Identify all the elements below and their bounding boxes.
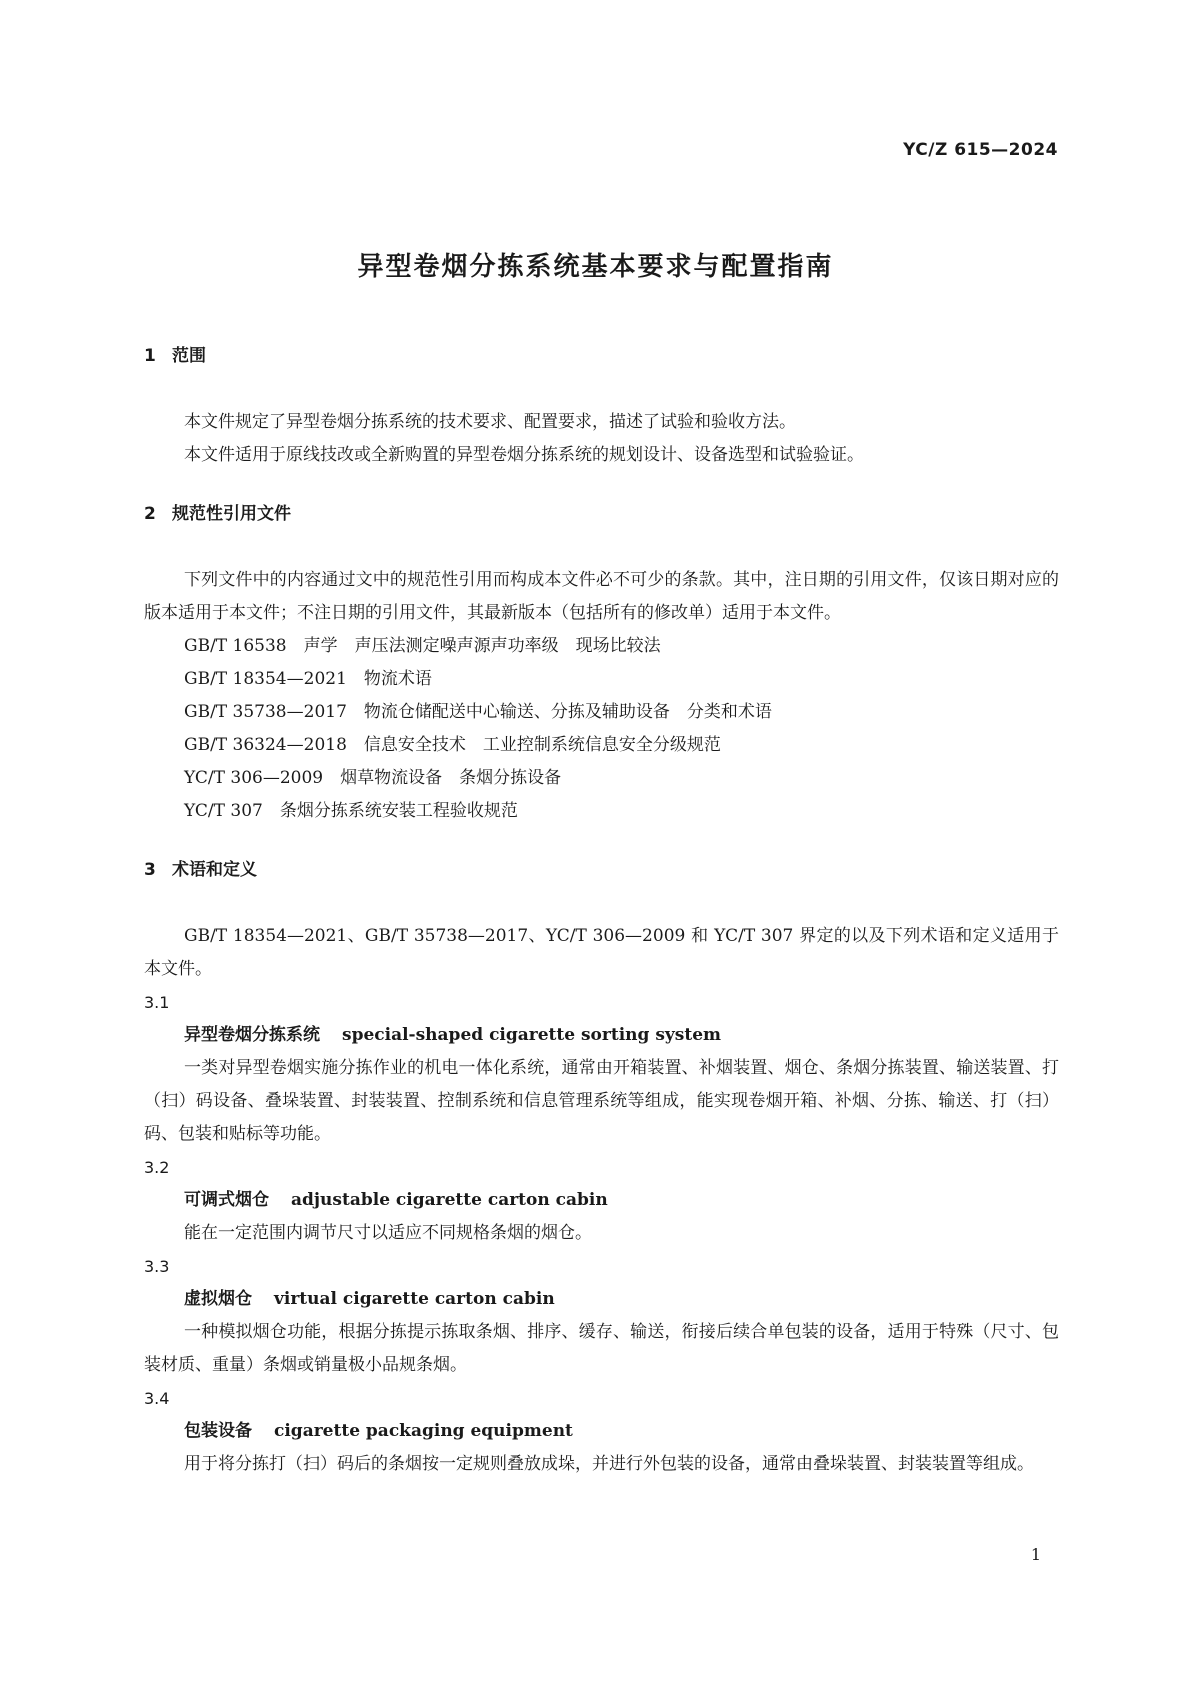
term-chinese: 包装设备	[184, 1421, 252, 1441]
term-number: 3.2	[144, 1158, 170, 1177]
reference-item: GB/T 35738—2017 物流仓储配送中心输送、分拣及辅助设备 分类和术语	[184, 702, 772, 722]
scope-paragraph: 本文件适用于原线技改或全新购置的异型卷烟分拣系统的规划设计、设备选型和试验验证。	[184, 445, 864, 465]
term-number: 3.4	[144, 1389, 170, 1408]
page-number: 1	[1030, 1545, 1041, 1564]
term-title	[144, 1019, 1059, 1052]
reference-item: YC/T 307 条烟分拣系统安装工程验收规范	[184, 801, 518, 821]
term-title	[144, 1415, 1059, 1448]
term-english: adjustable cigarette carton cabin	[291, 1190, 608, 1210]
term-definition: 一类对异型卷烟实施分拣作业的机电一体化系统，通常由开箱装置、补烟装置、烟仓、条烟分拣装置、输送装置、打（扫）码设备、叠垛装置、封装装置、控制系统和信息管理系统等组成，能实现卷烟开箱、补烟、分拣、输送、打（扫）码、包装和贴标等功能。	[144, 1058, 1059, 1144]
reference-item: GB/T 16538 声学 声压法测定噪声源声功率级 现场比较法	[184, 636, 661, 656]
term-number: 3.1	[144, 993, 170, 1012]
document-body	[144, 340, 1059, 1481]
term-definition: 用于将分拣打（扫）码后的条烟按一定规则叠放成垛，并进行外包装的设备，通常由叠垛装置、封装装置等组成。	[184, 1454, 1034, 1474]
section-title: 规范性引用文件	[172, 504, 291, 524]
reference-item: GB/T 36324—2018 信息安全技术 工业控制系统信息安全分级规范	[184, 735, 721, 755]
references-intro: 下列文件中的内容通过文中的规范性引用而构成本文件必不可少的条款。其中，注日期的引用文件，仅该日期对应的版本适用于本文件；不注日期的引用文件，其最新版本（包括所有的修改单）适用于本文件。	[144, 570, 1059, 623]
document-title: 异型卷烟分拣系统基本要求与配置指南	[357, 252, 834, 282]
section-2-heading	[144, 498, 1059, 531]
term-chinese: 异型卷烟分拣系统	[184, 1025, 320, 1045]
term-title	[144, 1184, 1059, 1217]
term-title	[144, 1283, 1059, 1316]
term-english: cigarette packaging equipment	[274, 1421, 573, 1441]
scope-paragraph: 本文件规定了异型卷烟分拣系统的技术要求、配置要求，描述了试验和验收方法。	[184, 412, 796, 432]
term-number: 3.3	[144, 1257, 170, 1276]
section-1-heading	[144, 340, 1059, 373]
term-definition: 一种模拟烟仓功能，根据分拣提示拣取条烟、排序、缓存、输送，衔接后续合单包装的设备，适用于特殊（尺寸、包装材质、重量）条烟或销量极小品规条烟。	[144, 1322, 1059, 1375]
reference-item: GB/T 18354—2021 物流术语	[184, 669, 432, 689]
term-definition: 能在一定范围内调节尺寸以适应不同规格条烟的烟仓。	[184, 1223, 592, 1243]
term-english: virtual cigarette carton cabin	[274, 1289, 555, 1309]
section-title: 术语和定义	[172, 860, 257, 880]
section-3-heading	[144, 854, 1059, 887]
section-number: 3	[144, 860, 156, 880]
term-english: special-shaped cigarette sorting system	[342, 1025, 722, 1045]
standard-code: YC/Z 615—2024	[903, 140, 1058, 160]
reference-item: YC/T 306—2009 烟草物流设备 条烟分拣设备	[184, 768, 562, 788]
term-chinese: 可调式烟仓	[184, 1190, 269, 1210]
terms-intro: GB/T 18354—2021、GB/T 35738—2017、YC/T 306—2009 和 YC/T 307 界定的以及下列术语和定义适用于本文件。	[144, 926, 1059, 979]
section-title: 范围	[172, 346, 206, 366]
section-number: 1	[144, 346, 156, 366]
section-number: 2	[144, 504, 156, 524]
term-chinese: 虚拟烟仓	[184, 1289, 252, 1309]
